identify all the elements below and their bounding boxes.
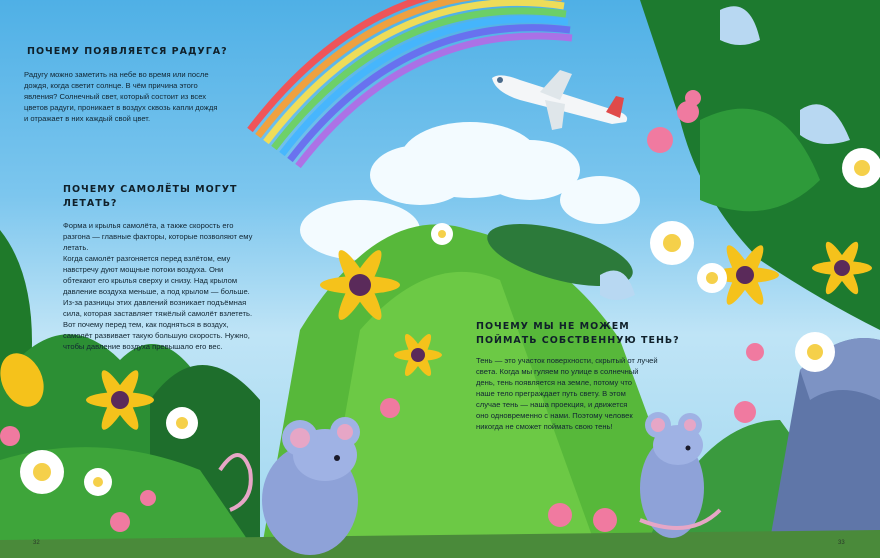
shadow-body xyxy=(476,355,658,432)
plane-line: самолёт развивает такую большую скорость. Нужно, xyxy=(63,331,250,340)
shadow-line: случае тень — наша проекция, и движется xyxy=(476,400,628,409)
shadow-heading-line: ПОЙМАТЬ СОБСТВЕННУЮ ТЕНЬ? xyxy=(476,335,680,346)
shadow-line: наше тело преграждает путь свету. В этом xyxy=(476,389,626,398)
plane-line: Вот почему перед тем, как подняться в воздух, xyxy=(63,320,229,329)
shadow-heading xyxy=(476,320,680,348)
plane-line: сила, которая заставляет тяжёлый самолёт взлететь. xyxy=(63,309,253,318)
rainbow-body xyxy=(24,69,217,124)
rainbow-line: дождя, когда светит солнце. В чём причина этого xyxy=(24,81,198,90)
rainbow-line: цветов радуги, проникает в воздух сквозь капли дождя xyxy=(24,103,218,112)
plane-line: обтекают его крылья сверху и снизу. Над крылом xyxy=(63,276,238,285)
plane-heading-line: ЛЕТАТЬ? xyxy=(63,198,118,209)
plane-line: навстречу дуют мощные потоки воздуха. Они xyxy=(63,265,224,274)
rainbow-line: явления? Солнечный свет, который состоит из всех xyxy=(24,92,207,101)
rainbow-line: и отражает в них каждый свой цвет. xyxy=(24,114,151,123)
plane-body xyxy=(63,220,252,352)
plane-line: Форма и крылья самолёта, а также скорость его xyxy=(63,221,234,230)
plane-heading xyxy=(63,183,238,211)
shadow-line: Тень — это участок поверхности, скрытый от лучей xyxy=(476,356,658,365)
plane-heading-line: ПОЧЕМУ САМОЛЁТЫ МОГУТ xyxy=(63,184,238,195)
plane-line: летать. xyxy=(63,243,89,252)
plane-line: Из-за разницы этих давлений возникает подъёмная xyxy=(63,298,247,307)
plane-line: Когда самолёт разгоняется перед взлётом, ему xyxy=(63,254,231,263)
plane-line: разгона — главные факторы, которые позволяют ему xyxy=(63,232,253,241)
plane-line: чтобы давление воздуха превышало его вес. xyxy=(63,342,223,351)
shadow-heading-line: ПОЧЕМУ МЫ НЕ МОЖЕМ xyxy=(476,321,630,332)
rainbow-line: Радугу можно заметить на небе во время или после xyxy=(24,70,209,79)
shadow-line: оно одновременно с нами. Поэтому человек xyxy=(476,411,633,420)
airplane xyxy=(492,70,627,130)
plane-line: давление воздуха меньше, а под крылом — больше. xyxy=(63,287,250,296)
page-number-left: 32 xyxy=(33,540,40,546)
shadow-line: никогда не сможет поймать свою тень! xyxy=(476,422,613,431)
shadow-line: света. Когда мы гуляем по улице в солнечный xyxy=(476,367,639,376)
rainbow-heading: ПОЧЕМУ ПОЯВЛЯЕТСЯ РАДУГА? xyxy=(27,46,228,57)
shadow-line: день, тень появляется на земле, потому что xyxy=(476,378,632,387)
page-number-right: 33 xyxy=(838,540,845,546)
